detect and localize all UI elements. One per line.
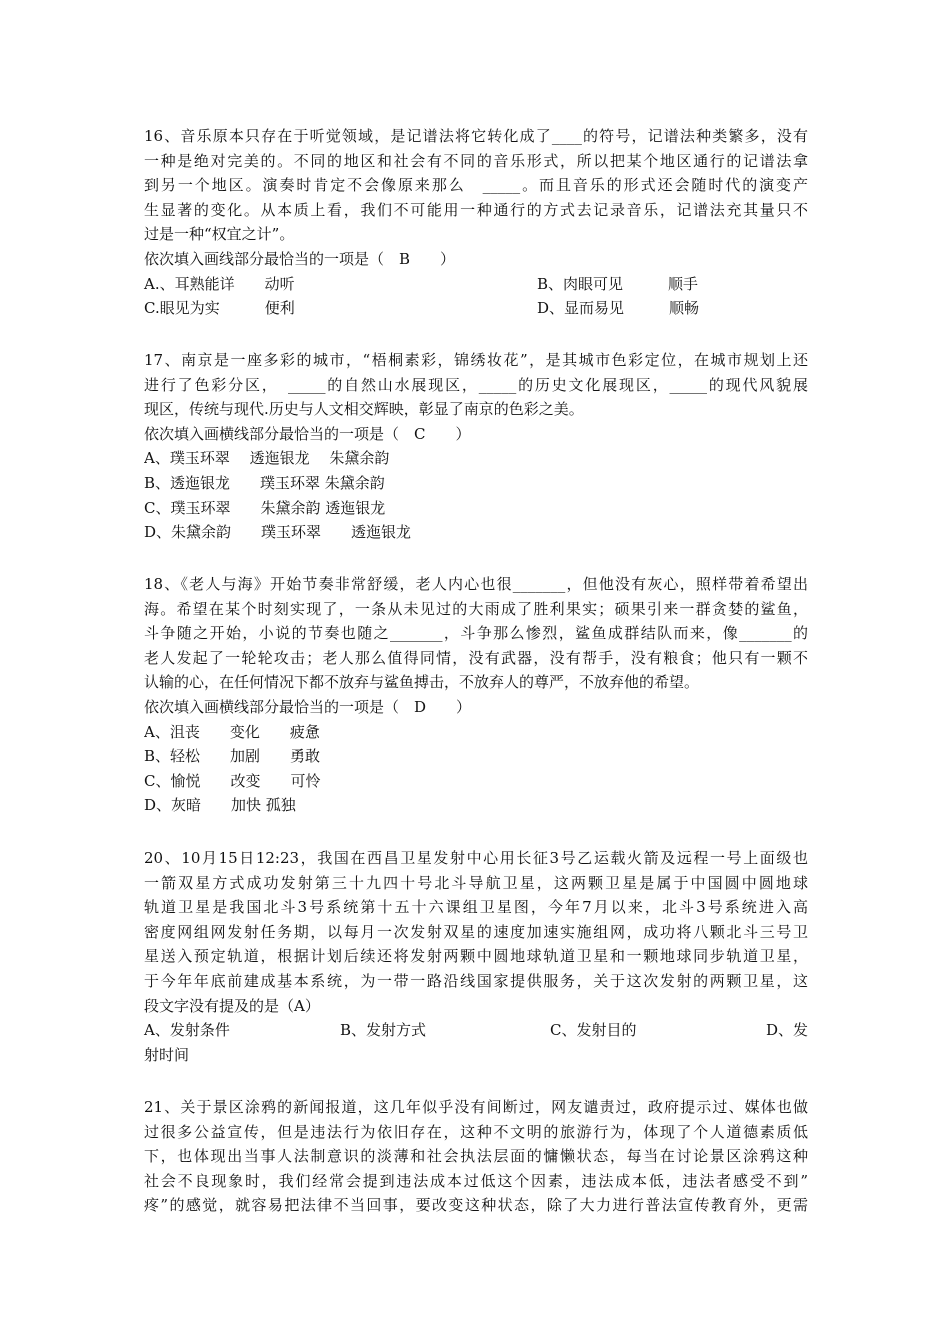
option-c: C、愉悦 改变 可怜 [144,771,321,790]
option-b: B、肉眼可见 顺手 [537,274,699,293]
question-17-line: 现区，传统与现代.历史与人文相交辉映，彰显了南京的色彩之美。 [144,400,584,419]
option-a: A、发射条件 [144,1021,230,1040]
question-18-line: 海。希望在某个时刻实现了，一条从未见过的大雨成了胜利果实；硕果引来一群贪婪的鲨鱼， [144,599,808,618]
option-d: D、灰暗 加快 孤独 [144,796,296,815]
question-20-line: 于今年年底前建成基本系统，为一带一路沿线国家提供服务，关于这次发射的两颗卫星，这 [144,971,808,990]
question-21-line: 疼”的感觉，就容易把法律不当回事，要改变这种状态，除了大力进行普法宣传教育外，更需 [144,1196,808,1215]
option-c: C、璞玉环翠 朱黛余韵 透迤银龙 [144,498,386,517]
question-18-line: 斗争随之开始，小说的节奏也随之_______，斗争那么惨烈，鲨鱼成群结队而来，像_______的 [144,624,808,643]
option-b: B、轻松 加剧 勇敢 [144,747,321,766]
option-c: C.眼见为实 便利 [144,299,295,318]
question-21-line: 过很多公益宣传，但是违法行为依旧存在，这种不文明的旅游行为，体现了个人道德素质低 [144,1122,808,1141]
option-b: B、透迤银龙 璞玉环翠 朱黛余韵 [144,473,385,492]
question-21-line: 下，也体现出当事人法制意识的淡薄和社会执法层面的慵懒状态，每当在讨论景区涂鸦这种 [144,1147,808,1166]
question-18-line: 18、《老人与海》开始节奏非常舒缓，老人内心也很_______，但他没有灰心，照样带着希望出 [144,575,808,593]
question-21-line [144,1218,808,1243]
question-20-line: 星送入预定轨道，根据计划后续还将发射两颗中圆地球轨道卫星和一颗地球同步轨道卫星， [144,947,808,966]
question-20-line: 轨道卫星是我国北斗3号系统第十五十六课组卫星图，今年7月以来，北斗3号系统进入高 [144,898,808,917]
option-a: A.、耳熟能详 动听 [144,274,295,293]
question-20 [144,846,808,1067]
question-17 [144,348,808,545]
question-17-line: 进行了色彩分区， _____的自然山水展现区，_____的历史文化展现区，_____的现代风貌展 [144,375,808,394]
question-16 [144,124,808,321]
question-18-line: 认输的心，在任何情况下都不放弃与鲨鱼搏击，不放弃人的尊严，不放弃他的希望。 [144,673,700,692]
option-b: B、发射方式 [340,1021,427,1040]
option-c: C、发射目的 [550,1021,637,1040]
question-17-prompt: 依次填入画横线部分最恰当的一项是（ C ） [144,424,471,443]
question-20-line: 密度网组网发射任务期，以每月一次发射双星的速度加速实施组网，成功将八颗北斗三号卫 [144,922,808,941]
option-d: D、朱黛余韵 璞玉环翠 透迤银龙 [144,523,412,542]
question-20-line: 段文字没有提及的是（A） [144,996,320,1015]
question-20-line: 一箭双星方式成功发射第三十九四十号北斗导航卫星，这两颗卫星是属于中国圆中圆地球 [144,873,808,892]
question-16-prompt: 依次填入画线部分最恰当的一项是（ B ） [144,249,456,268]
question-16-line: 一种是绝对完美的。不同的地区和社会有不同的音乐形式，所以把某个地区通行的记谱法拿 [144,151,808,170]
question-21-line: 社会不良现象时，我们经常会提到违法成本过低这个因素，违法成本低，违法者感受不到” [144,1171,808,1190]
question-16-line: 生显著的变化。从本质上看，我们不可能用一种通行的方式去记录音乐，记谱法充其量只不 [144,200,808,219]
question-20-line: 20、10月15日12:23，我国在西昌卫星发射中心用长征3号乙运载火箭及远程一号上面级也 [144,849,808,867]
question-16-options-row [144,272,808,297]
option-a: A、璞玉环翠 透迤银龙 朱黛余韵 [144,449,390,468]
option-d: D、发 [765,1021,808,1040]
question-17-line: 17、南京是一座多彩的城市，“梧桐素彩，锦绣妆花”，是其城市色彩定位，在城市规划上还 [144,351,808,369]
question-18 [144,572,808,818]
question-16-line: 16、音乐原本只存在于听觉领域，是记谱法将它转化成了____的符号，记谱法种类繁多，没有 [144,127,808,145]
question-18-line: 老人发起了一轮轮攻击；老人那么值得同情，没有武器，没有帮手，没有粮食；他只有一颗不 [144,648,808,667]
question-18-prompt: 依次填入画横线部分最恰当的一项是（ D ） [144,697,472,716]
question-20-options-row [144,1018,808,1043]
question-16-line: 过是一种“权宜之计”。 [144,225,295,244]
question-21 [144,1095,808,1243]
option-d-continued: 射时间 [144,1045,190,1064]
question-16-line: 到另一个地区。演奏时肯定不会像原来那么 _____。而且音乐的形式还会随时代的演变产 [144,176,808,195]
question-21-line: 21、关于景区涂鸦的新闻报道，这几年似乎没有间断过，网友谴责过，政府提示过、媒体也做 [144,1098,808,1116]
question-16-options-row [144,296,808,321]
option-a: A、沮丧 变化 疲惫 [144,722,320,741]
option-d: D、显而易见 顺畅 [537,299,700,318]
